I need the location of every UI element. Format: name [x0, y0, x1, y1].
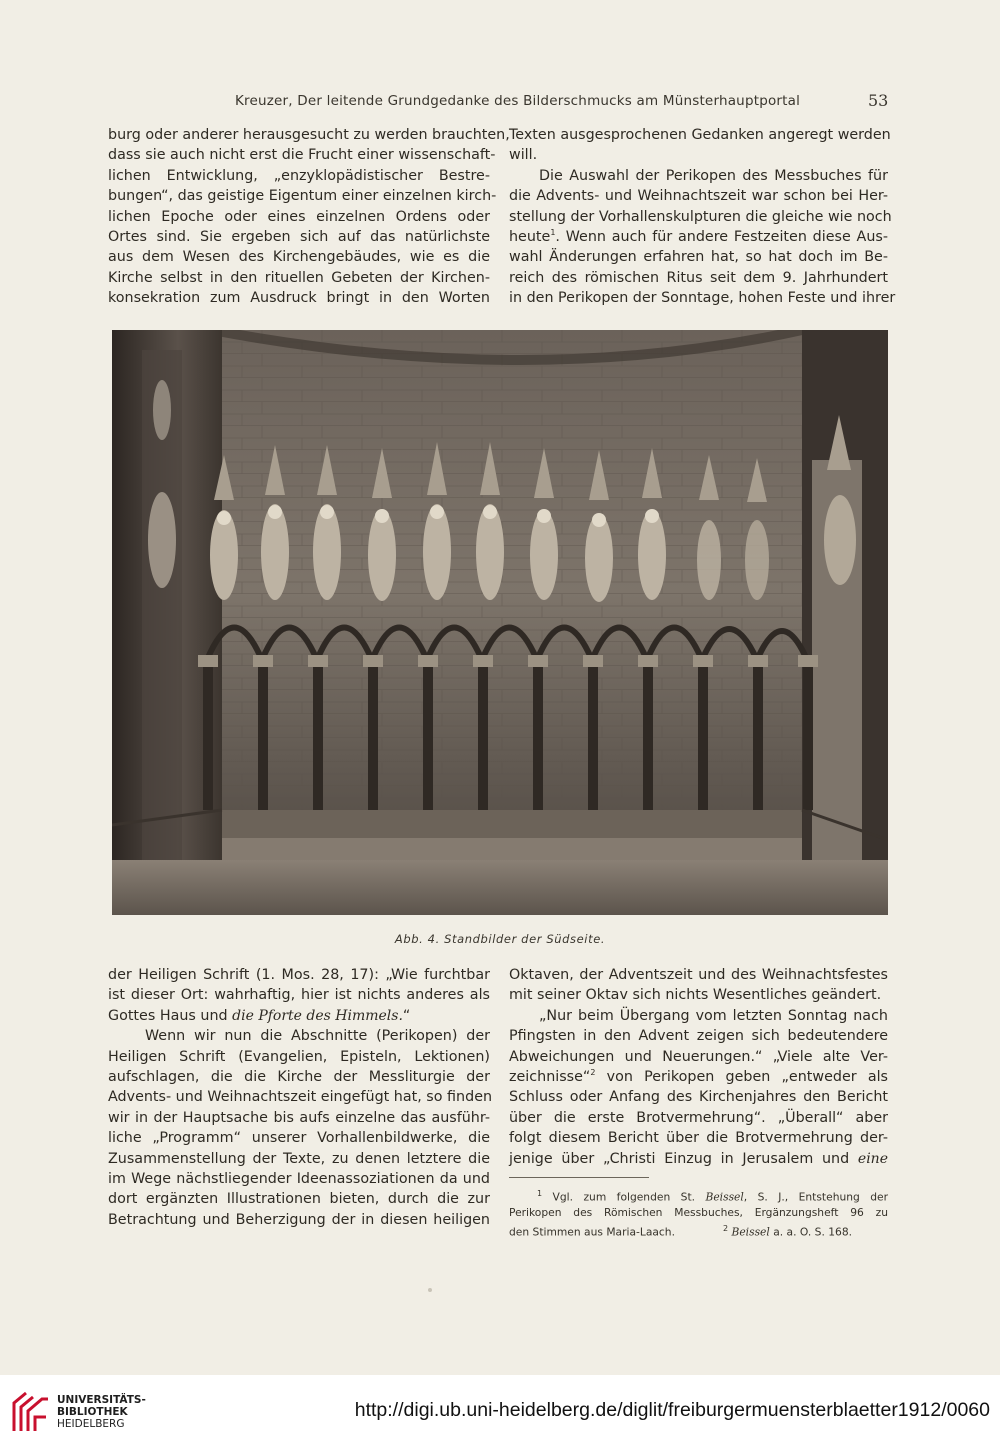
library-line-3: HEIDELBERG	[57, 1418, 125, 1430]
text-line: Oktaven, der Adventszeit und des Weihnachtsfestes	[509, 967, 888, 983]
italic-quote: die Pforte des Himmels.	[232, 1007, 403, 1024]
text-line: aus dem Wesen des Kirchengebäudes, wie es die	[108, 249, 490, 266]
text-line: Betrachtung und Beherzigung der in diesen heiligen	[108, 1211, 490, 1228]
photo-standbilder-suedseite	[112, 330, 888, 915]
footnote-mark: 1	[537, 1189, 543, 1198]
paper-speck	[428, 1288, 432, 1292]
footnote-divider	[509, 1177, 649, 1178]
text-line-with-footnote	[509, 227, 888, 247]
text-line: Heiligen Schrift (Evangelien, Episteln, Lektionen)	[108, 1048, 490, 1065]
text-fragment: von Perikopen geben „entweder als	[595, 1069, 888, 1086]
text-fragment: , S. J., Entstehung der	[743, 1190, 889, 1204]
text-fragment: . Wenn auch für andere Festzeiten diese Aus-	[555, 229, 888, 246]
text-line: wahl Änderungen erfahren hat, so hat doch im Be-	[509, 249, 888, 266]
word-heute: heute	[509, 229, 551, 246]
text-fragment: “	[402, 1007, 411, 1024]
text-line-quote-end	[108, 1006, 490, 1026]
text-fragment: a. a. O. S. 168.	[769, 1225, 853, 1239]
text-line: wir in der Hauptsache bis aufs einzelne das ausführ-	[108, 1109, 490, 1126]
text-line: Abweichungen und Neuerungen.“ „Viele alte Ver-	[509, 1048, 888, 1065]
footnote-ref-2[interactable]: 2	[590, 1068, 596, 1078]
text-line: lichen Epoche oder eines einzelnen Ordens oder	[108, 208, 490, 225]
footnote-mark: 2	[722, 1223, 729, 1233]
footnote-line: Perikopen des Römischen Messbuches, Ergänzungsheft 96 zu	[509, 1206, 888, 1220]
text-fragment: zeichnisse“	[509, 1069, 591, 1086]
text-line: konsekration zum Ausdruck bringt in den Worten	[108, 290, 490, 307]
text-line: will.	[509, 147, 538, 164]
figure-caption: Abb. 4. Standbilder der Südseite.	[394, 932, 606, 946]
text-line: Kirche selbst in den rituellen Gebeten der Kirchen-	[108, 269, 490, 286]
paragraph-start: „Nur beim Übergang vom letzten Sonntag nach	[539, 1007, 888, 1024]
text-fragment: Gottes Haus und	[108, 1007, 233, 1024]
text-line: Texten ausgesprochenen Gedanken angeregt werden	[509, 127, 891, 143]
text-line: Zusammenstellung der Texte, zu denen letztere die	[108, 1150, 490, 1167]
text-line: aufschlagen, die die Kirche der Messliturgie der	[108, 1069, 490, 1086]
text-line: der Heiligen Schrift (1. Mos. 28, 17): „Wie furchtbar	[108, 967, 490, 983]
running-title: Kreuzer, Der leitende Grundgedanke des Bilderschmucks am Münsterhauptportal	[235, 93, 801, 109]
text-line: stellung der Vorhallenskulpturen die gleiche wie noch	[509, 208, 892, 225]
text-line: dass sie auch nicht erst die Frucht einer wissenschaft-	[108, 147, 496, 164]
text-line	[509, 1149, 888, 1169]
paragraph-start: Die Auswahl der Perikopen des Messbuches für	[539, 167, 888, 184]
text-line: burg oder anderer herausgesucht zu werden brauchten,	[108, 127, 510, 143]
text-line: in den Perikopen der Sonntage, hohen Feste und ihrer	[509, 290, 896, 307]
text-fragment: den Stimmen aus Maria-Laach.	[509, 1225, 675, 1239]
text-line: im Wege nächstliegender Ideenassoziationen da und	[108, 1171, 490, 1188]
text-line-with-footnote	[509, 1067, 888, 1087]
text-fragment: Vgl. zum folgenden St.	[542, 1190, 706, 1204]
page-number: 53	[868, 91, 889, 110]
text-column-1	[108, 125, 510, 309]
footer-bar	[0, 1375, 1000, 1448]
text-line: Pfingsten in den Advent zeigen sich bedeutendere	[509, 1028, 888, 1045]
text-line: liche „Programm“ unserer Vorhallenbildwerke, die	[108, 1130, 490, 1147]
text-line: ist dieser Ort: wahrhaftig, hier ist nichts anderes als	[108, 987, 490, 1004]
author-name: Beissel	[731, 1225, 770, 1239]
text-line: lichen Entwicklung, „enzyklopädistischer Bestre-	[108, 167, 490, 184]
footnote-1	[509, 1186, 888, 1205]
permalink-url[interactable]: http://digi.ub.uni-heidelberg.de/diglit/freiburgermuensterblaetter1912/0060	[354, 1399, 990, 1421]
footnotes	[509, 1186, 888, 1240]
text-line: über die erste Brotvermehrung“. „Überall“ aber	[509, 1109, 888, 1126]
text-line: dort ergänzten Illustrationen bieten, durch die zur	[108, 1191, 490, 1208]
library-line-1: UNIVERSITÄTS-	[57, 1394, 146, 1406]
text-line: die Advents- und Weihnachtszeit war schon bei Her-	[509, 188, 888, 205]
text-fragment: jenige über „Christi Einzug in Jerusalem und	[509, 1150, 858, 1167]
footnote-line	[509, 1221, 888, 1240]
text-column-3	[108, 965, 493, 1230]
italic-word: eine	[857, 1150, 888, 1167]
text-line: mit seiner Oktav sich nichts Wesentliches geändert.	[509, 987, 882, 1004]
text-line: bungen“, das geistige Eigentum einer einzelnen kirch-	[108, 188, 497, 205]
library-name	[57, 1394, 146, 1430]
text-line: Schluss oder Anfang des Kirchenjahres den Bericht	[509, 1089, 888, 1106]
text-column-4	[509, 965, 888, 1169]
text-line: reich des römischen Ritus seit dem 9. Jahrhundert	[509, 269, 888, 286]
author-name: Beissel	[705, 1190, 744, 1204]
cathedral-statues-image	[112, 330, 888, 915]
paragraph-start: Wenn wir nun die Abschnitte (Perikopen) der	[145, 1028, 490, 1045]
footnote-ref-1[interactable]: 1	[550, 228, 556, 238]
text-line: Ortes sind. Sie ergeben sich auf das natürlichste	[108, 229, 490, 246]
library-logo-icon[interactable]	[10, 1389, 50, 1435]
library-line-2: BIBLIOTHEK	[57, 1406, 128, 1418]
text-line: folgt diesem Bericht über die Brotvermehrung der-	[509, 1130, 888, 1147]
text-line: Advents- und Weihnachtszeit eingefügt hat, so finden	[108, 1089, 493, 1106]
text-column-2	[509, 125, 896, 309]
